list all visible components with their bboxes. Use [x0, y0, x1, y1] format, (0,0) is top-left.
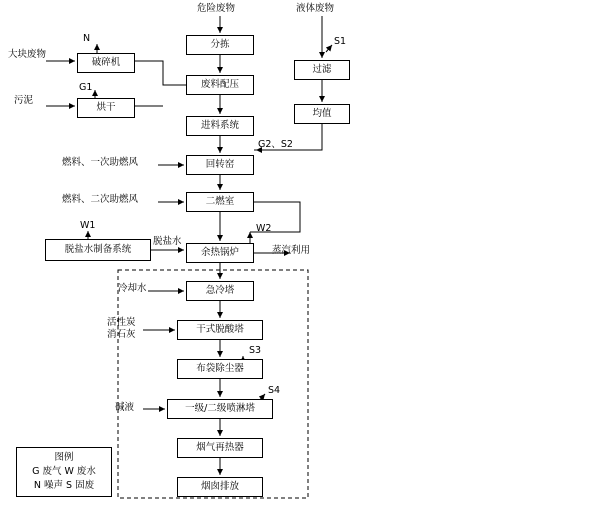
box-homogenize-label: 均值 — [312, 107, 332, 119]
box-waste-blending-label: 废料配压 — [200, 78, 239, 90]
box-baghouse[interactable] — [177, 359, 263, 379]
legend — [16, 447, 112, 497]
box-dry-scrubber-label: 干式脱酸塔 — [196, 323, 244, 335]
label-w2-flow: W2 — [256, 223, 272, 234]
box-desalination[interactable] — [45, 239, 151, 261]
box-filter[interactable] — [294, 60, 350, 80]
legend-line-1: G 废气 W 废水 — [32, 465, 96, 477]
box-baghouse-label: 布袋除尘器 — [196, 362, 244, 374]
label-sludge: 污泥 — [14, 95, 34, 106]
box-dryer-label: 烘干 — [96, 101, 116, 113]
label-steam-reuse: 蒸汽利用 — [272, 245, 311, 256]
label-g1-flow: G1 — [79, 82, 93, 93]
box-flue-reheater[interactable] — [177, 438, 263, 458]
box-flue-reheater-label: 烟气再热器 — [196, 441, 244, 453]
label-carbon-lime-2: 消石灰 — [107, 329, 136, 340]
box-dry-scrubber[interactable] — [177, 320, 263, 340]
box-homogenize[interactable] — [294, 104, 350, 124]
box-feed-system-label: 进料系统 — [200, 119, 239, 131]
box-secondary-chamber[interactable] — [186, 192, 254, 212]
label-desalted-water: 脱盐水 — [153, 236, 182, 247]
box-crusher-label: 破碎机 — [91, 56, 121, 68]
box-quench-tower-label: 急冷塔 — [205, 284, 235, 296]
label-n-flow: N — [83, 33, 91, 44]
label-liquid-waste: 液体废物 — [296, 3, 335, 14]
box-desalination-label: 脱盐水制备系统 — [64, 243, 132, 255]
label-hazardous-waste: 危险废物 — [197, 3, 236, 14]
label-primary-air: 燃料、一次助燃风 — [62, 157, 139, 168]
box-wet-scrubber-label: 一级/二级喷淋塔 — [185, 402, 255, 414]
label-cooling-water: 冷却水 — [118, 283, 147, 294]
label-s4-flow: S4 — [268, 385, 281, 396]
legend-line-2: N 噪声 S 固废 — [33, 479, 95, 491]
box-filter-label: 过滤 — [312, 63, 332, 75]
label-carbon-lime-1: 活性炭 — [107, 317, 136, 328]
box-dryer[interactable] — [77, 98, 135, 118]
label-alkali-liquor: 碱液 — [115, 402, 135, 413]
box-waste-blending[interactable] — [186, 75, 254, 95]
label-g2-s2-flow: G2、S2 — [258, 139, 293, 150]
box-crusher[interactable] — [77, 53, 135, 73]
box-quench-tower[interactable] — [186, 281, 254, 301]
legend-title: 图例 — [54, 452, 74, 463]
label-s3-flow: S3 — [249, 345, 262, 356]
box-wet-scrubber[interactable] — [167, 399, 273, 419]
box-feed-system[interactable] — [186, 116, 254, 136]
box-rotary-kiln[interactable] — [186, 155, 254, 175]
label-s1-flow: S1 — [334, 36, 347, 47]
box-rotary-kiln-label: 回转窑 — [205, 158, 235, 170]
flue-gas-treatment-boundary — [118, 270, 308, 498]
box-secondary-chamber-label: 二燃室 — [205, 195, 235, 207]
box-sorting[interactable] — [186, 35, 254, 55]
box-stack[interactable] — [177, 477, 263, 497]
box-waste-heat-boiler[interactable] — [186, 243, 254, 263]
box-waste-heat-boiler-label: 余热锅炉 — [200, 246, 239, 258]
box-stack-label: 烟囱排放 — [200, 480, 239, 492]
label-secondary-air: 燃料、二次助燃风 — [62, 194, 139, 205]
box-sorting-label: 分拣 — [210, 38, 230, 50]
label-w1-flow: W1 — [80, 220, 96, 231]
label-bulk-waste: 大块废物 — [8, 49, 47, 60]
